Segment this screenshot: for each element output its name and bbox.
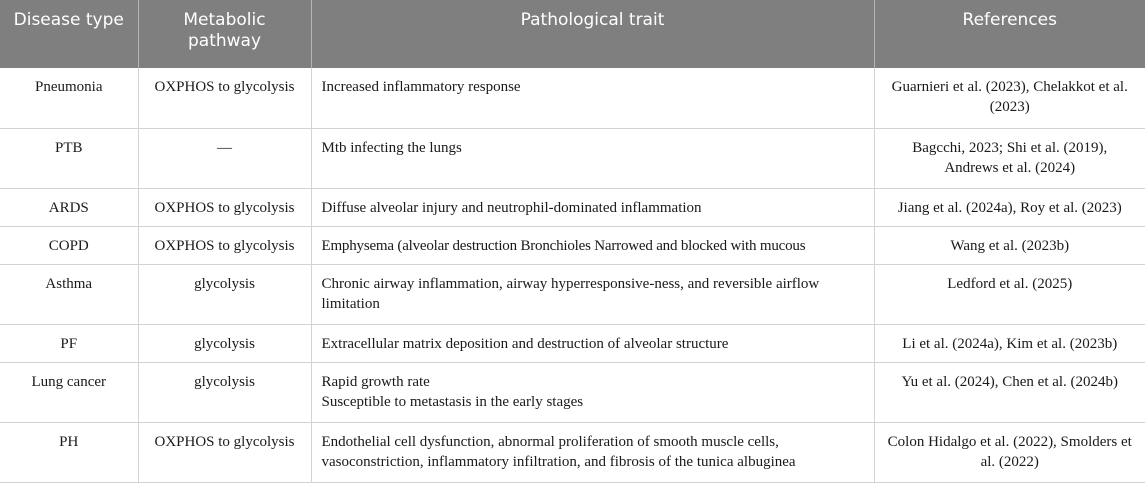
cell-trait: [311, 68, 874, 128]
cell-references: Yu et al. (2024), Chen et al. (2024b): [874, 362, 1145, 422]
cell-trait: [311, 422, 874, 482]
trait-line: Susceptible to metastasis in the early stages: [321, 393, 584, 410]
cell-trait: [311, 324, 874, 362]
header-pathological-trait: Pathological trait: [311, 0, 874, 68]
cell-trait: [311, 362, 874, 422]
cell-pathway: glycolysis: [138, 362, 311, 422]
header-disease-type: Disease type: [0, 0, 138, 68]
cell-disease: PF: [0, 324, 138, 362]
cell-references: Ledford et al. (2025): [874, 264, 1145, 324]
cell-references: Li et al. (2024a), Kim et al. (2023b): [874, 324, 1145, 362]
cell-trait: [311, 226, 874, 264]
cell-references: Bagcchi, 2023; Shi et al. (2019), Andrews et al. (2024): [874, 128, 1145, 188]
header-row: [0, 0, 1145, 68]
trait-line: Endothelial cell dysfunction, abnormal proliferation of smooth muscle cells, vasoconstriction, inflammatory infiltration, and fibrosis of the tunica albuginea: [321, 433, 796, 470]
table-row: [0, 362, 1145, 422]
table-row: [0, 226, 1145, 264]
table-body: [0, 68, 1145, 482]
header-metabolic-pathway: Metabolic pathway: [138, 0, 311, 68]
trait-line: Rapid growth rate: [321, 373, 430, 390]
cell-pathway: —: [138, 128, 311, 188]
table-row: [0, 324, 1145, 362]
cell-disease: Lung cancer: [0, 362, 138, 422]
trait-line: Emphysema (alveolar destruction Bronchioles Narrowed and blocked with mucous: [321, 237, 806, 254]
cell-disease: Pneumonia: [0, 68, 138, 128]
trait-line: Chronic airway inflammation, airway hyperresponsive-ness, and reversible airflow limitation: [321, 275, 820, 312]
cell-pathway: OXPHOS to glycolysis: [138, 188, 311, 226]
cell-pathway: OXPHOS to glycolysis: [138, 226, 311, 264]
cell-references: Colon Hidalgo et al. (2022), Smolders et al. (2022): [874, 422, 1145, 482]
cell-disease: PH: [0, 422, 138, 482]
cell-references: Jiang et al. (2024a), Roy et al. (2023): [874, 188, 1145, 226]
table-row: [0, 128, 1145, 188]
cell-pathway: OXPHOS to glycolysis: [138, 422, 311, 482]
cell-pathway: glycolysis: [138, 264, 311, 324]
table-row: [0, 422, 1145, 482]
header-references: References: [874, 0, 1145, 68]
trait-line: Diffuse alveolar injury and neutrophil-dominated inflammation: [321, 199, 702, 216]
cell-trait: [311, 264, 874, 324]
table-row: [0, 68, 1145, 128]
cell-disease: Asthma: [0, 264, 138, 324]
cell-disease: PTB: [0, 128, 138, 188]
cell-pathway: OXPHOS to glycolysis: [138, 68, 311, 128]
cell-trait: [311, 188, 874, 226]
table-row: [0, 264, 1145, 324]
table-header: [0, 0, 1145, 68]
trait-line: Extracellular matrix deposition and destruction of alveolar structure: [321, 335, 729, 352]
cell-references: Wang et al. (2023b): [874, 226, 1145, 264]
table-row: [0, 188, 1145, 226]
cell-disease: ARDS: [0, 188, 138, 226]
trait-line: Mtb infecting the lungs: [321, 139, 462, 156]
trait-line: Increased inflammatory response: [321, 79, 521, 95]
cell-references: Guarnieri et al. (2023), Chelakkot et al. (2023): [874, 68, 1145, 128]
cell-disease: COPD: [0, 226, 138, 264]
cell-trait: [311, 128, 874, 188]
cell-pathway: glycolysis: [138, 324, 311, 362]
